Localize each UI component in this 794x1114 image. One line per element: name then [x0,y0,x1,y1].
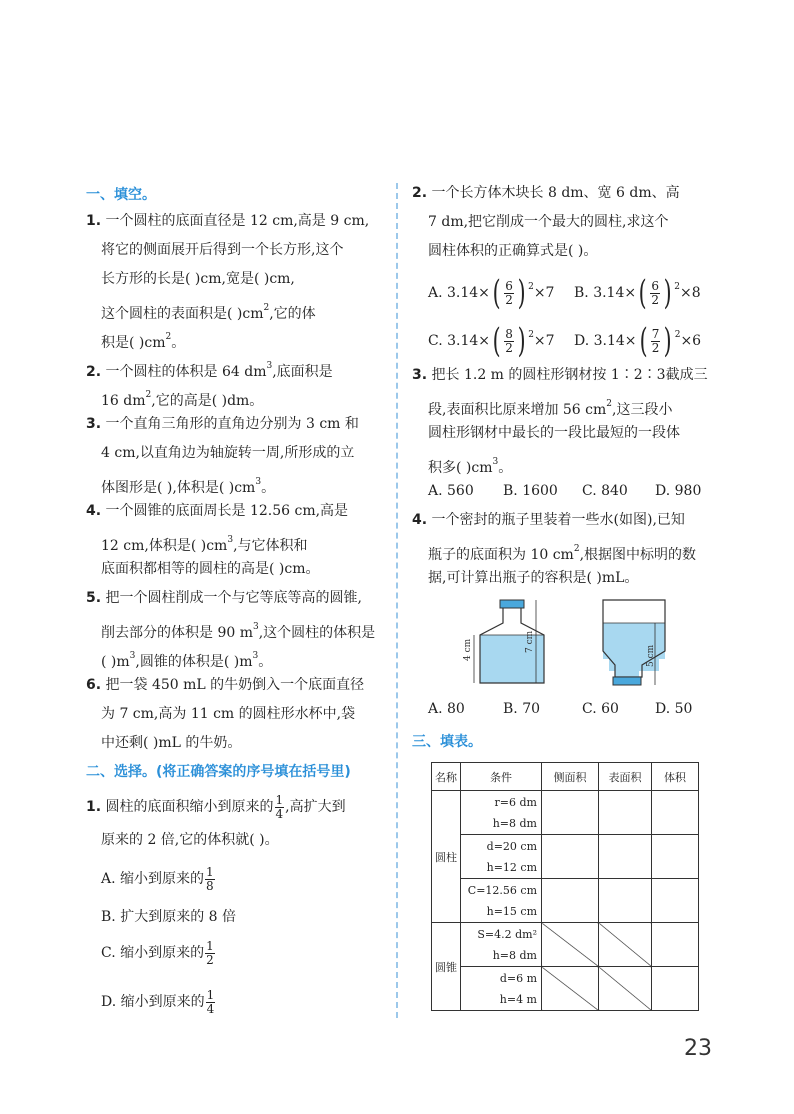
answer-cell[interactable] [652,791,699,835]
text-line: 底面积都相等的圆柱的高是( )cm。 [101,561,320,577]
section-choice-title: 二、选择。(将正确答案的序号填在括号里) [86,764,351,780]
answer-cell[interactable] [652,835,699,879]
q-num: 1. [86,213,102,229]
answer-cell[interactable] [652,879,699,923]
text-line: 体图形是( ),体积是( )$cm^3$。 [101,477,276,496]
choice-q3-option-b[interactable]: B. 1600 [503,483,558,499]
choice-q2: 2. 一个长方体木块长 8 dm、宽 6 dm、高 [412,185,680,201]
answer-cell[interactable] [599,835,652,879]
crossed-cell [599,923,652,967]
crossed-cell [542,967,599,1011]
text-line: 7 dm,把它削成一个最大的圆柱,求这个 [428,214,669,230]
bottle-inverted [603,600,665,685]
choice-q1-option-d[interactable]: D. 缩小到原来的 $\frac{1}{4}$ [101,987,215,1016]
section-fill-title: 一、填空。 [86,187,156,203]
choice-q1-option-a[interactable]: A. 缩小到原来的 $\frac{1}{8}$ [101,864,214,893]
choice-q1: 1. 圆柱的底面积缩小到原来的 $\frac{1}{4}$ ,高扩大到 [86,792,346,821]
choice-q3: 3. 把长 1.2 m 的圆柱形钢材按 1∶2∶3截成三 [412,367,708,383]
table-header: 条件 [461,763,542,791]
table-label-cylinder: 圆柱 [432,791,461,923]
text-line: 16 $dm^2$,它的高是( )dm。 [101,390,264,409]
fill-q1: 1. 一个圆柱的底面直径是 12 cm,高是 9 cm, [86,213,370,229]
crossed-cell [542,923,599,967]
table-header: 侧面积 [542,763,599,791]
table-header: 表面积 [599,763,652,791]
choice-q3-option-d[interactable]: D. 980 [655,483,702,499]
text-line: 圆柱形钢材中最长的一段比最短的一段体 [428,425,680,441]
dim-5cm: 5 cm [646,644,656,667]
text-line: 长方形的长是( )cm,宽是( )cm, [101,271,295,287]
text-line: 段,表面积比原来增加 56 $cm^2$,这三段小 [428,399,673,418]
dim-4cm: 4 cm [463,638,473,661]
answer-cell[interactable] [542,791,599,835]
fill-q5: 5. 把一个圆柱削成一个与它等底等高的圆锥, [86,590,362,606]
dim-7cm: 7 cm [525,630,535,653]
text-line: 据,可计算出瓶子的容积是( )mL。 [428,570,639,586]
choice-q2-option-d[interactable]: D. 3.14×( $\frac{7}{2}$ ) $^2$×6 [574,321,702,361]
table-row: S=4.2 dm² h=8 dm [461,923,542,967]
text-line: ( )$m^3$,圆锥的体积是( )$m^3$。 [101,651,273,670]
choice-q3-option-a[interactable]: A. 560 [428,483,474,499]
choice-q4-option-d[interactable]: D. 50 [655,701,693,717]
column-divider [396,183,398,1018]
text-line: 积多( )$cm^3$。 [428,457,513,476]
text-line: 积是( )$cm^2$。 [101,332,186,351]
text-line: 中还剩( )mL 的牛奶。 [101,735,242,751]
choice-q1-option-c[interactable]: C. 缩小到原来的 $\frac{1}{2}$ [101,938,214,967]
text-line: 削去部分的体积是 90 $m^3$,这个圆柱的体积是 [101,622,376,641]
bottle-figures [463,595,670,690]
table-header: 名称 [432,763,461,791]
choice-q2-option-a[interactable]: A. 3.14×( $\frac{6}{2}$ ) $^2$×7 [428,273,555,313]
text-line: 将它的侧面展开后得到一个长方形,这个 [101,242,344,258]
choice-q3-option-c[interactable]: C. 840 [582,483,628,499]
answer-cell[interactable] [542,879,599,923]
choice-q2-option-b[interactable]: B. 3.14×( $\frac{6}{2}$ ) $^2$×8 [574,273,701,313]
choice-q4-option-a[interactable]: A. 80 [428,701,465,717]
text-line: 圆柱体积的正确算式是( )。 [428,243,598,259]
table-row: r=6 dm h=8 dm [461,791,542,835]
fill-q3: 3. 一个直角三角形的直角边分别为 3 cm 和 [86,416,359,432]
section-table-title: 三、填表。 [412,734,482,750]
text-line: 4 cm,以直角边为轴旋转一周,所形成的立 [101,445,355,461]
choice-q4-option-b[interactable]: B. 70 [503,701,541,717]
text-line: 原来的 2 倍,它的体积就( )。 [101,832,279,848]
answer-cell[interactable] [652,923,699,967]
answer-cell[interactable] [542,835,599,879]
fill-q4: 4. 一个圆锥的底面周长是 12.56 cm,高是 [86,503,349,519]
crossed-cell [599,967,652,1011]
choice-q2-option-c[interactable]: C. 3.14×( $\frac{8}{2}$ ) $^2$×7 [428,321,555,361]
choice-q1-option-b[interactable]: B. 扩大到原来的 8 倍 [101,909,236,925]
text-line: 12 cm,体积是( )$cm^3$,与它体积和 [101,535,308,554]
choice-q4: 4. 一个密封的瓶子里装着一些水(如图),已知 [412,512,685,528]
table-row: C=12.56 cm h=15 cm [461,879,542,923]
fill-in-table [431,762,699,1011]
answer-cell[interactable] [652,967,699,1011]
table-header: 体积 [652,763,699,791]
text-line: 为 7 cm,高为 11 cm 的圆柱形水杯中,袋 [101,706,356,722]
table-label-cone: 圆锥 [432,923,461,1011]
fill-q2: 2. 一个圆柱的体积是 64 $dm^3$,底面积是 [86,361,333,380]
choice-q4-option-c[interactable]: C. 60 [582,701,619,717]
table-row: d=6 m h=4 m [461,967,542,1011]
table-row: d=20 cm h=12 cm [461,835,542,879]
text-line: 瓶子的底面积为 10 $cm^2$,根据图中标明的数 [428,544,697,563]
answer-cell[interactable] [599,879,652,923]
page-number: 23 [684,1036,712,1061]
text-line: 这个圆柱的表面积是( )$cm^2$,它的体 [101,303,316,322]
answer-cell[interactable] [599,791,652,835]
fill-q6: 6. 把一袋 450 mL 的牛奶倒入一个底面直径 [86,677,365,693]
